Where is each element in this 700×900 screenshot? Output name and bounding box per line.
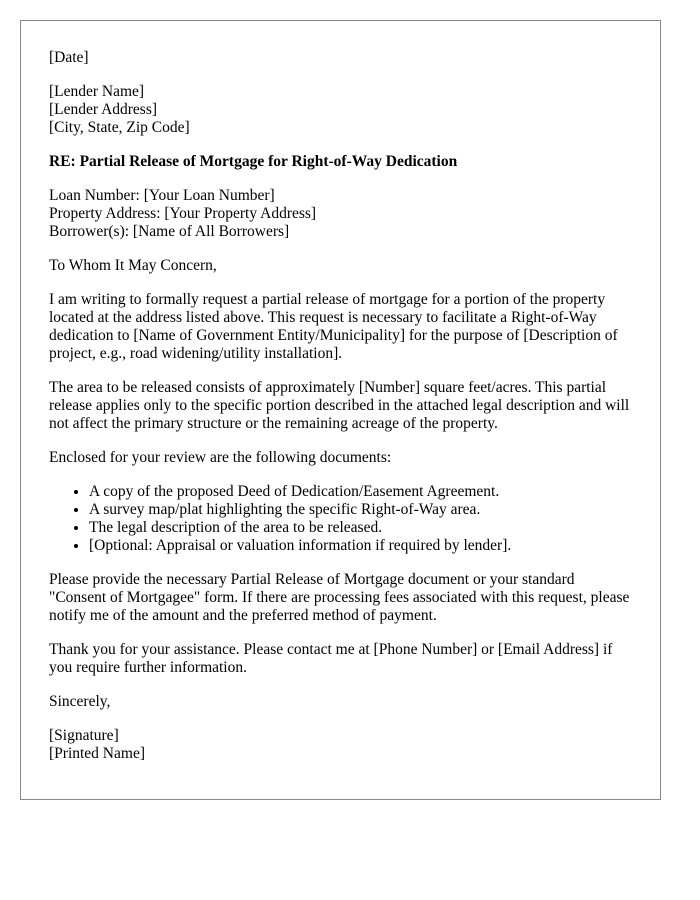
list-item: • A survey map/plat highlighting the specific Right-of-Way area. (89, 501, 632, 519)
letter (20, 20, 661, 800)
loan-details (49, 187, 632, 241)
signature: [Signature] (49, 727, 119, 744)
lender-name: [Lender Name] (49, 83, 145, 100)
body-paragraph: Enclosed for your review are the following documents: (49, 449, 392, 466)
body-paragraph: The area to be released consists of approximately [Number] square feet/acres. This partial release applies only to the specific portion described in the attached legal description and will not affect the primary structure or the remaining acreage of the property. (49, 379, 630, 432)
list-item: • A copy of the proposed Deed of Dedication/Easement Agreement. (89, 483, 632, 501)
list-item: • The legal description of the area to be released. (89, 519, 632, 537)
borrowers: Borrower(s): [Name of All Borrowers] (49, 223, 290, 240)
sign-off: Sincerely, (49, 693, 111, 710)
subject-line: RE: Partial Release of Mortgage for Right-of-Way Dedication (49, 153, 458, 170)
lender-city-state-zip: [City, State, Zip Code] (49, 119, 190, 136)
body-paragraph: I am writing to formally request a partial release of mortgage for a portion of the property located at the address listed above. This request is necessary to facilitate a Right-of-Way dedication to [Name of Government Entity/Municipality] for the purpose of [Description of project, e.g., road widening/utility installation]. (49, 291, 618, 362)
list-item: • [Optional: Appraisal or valuation information if required by lender]. (89, 537, 632, 555)
body-paragraph: Thank you for your assistance. Please contact me at [Phone Number] or [Email Address] if you require further information. (49, 641, 613, 676)
loan-number: Loan Number: [Your Loan Number] (49, 187, 275, 204)
property-address: Property Address: [Your Property Address] (49, 205, 317, 222)
date: [Date] (49, 49, 89, 66)
signature-block (49, 727, 632, 763)
salutation: To Whom It May Concern, (49, 257, 217, 274)
lender-address: [Lender Address] (49, 101, 158, 118)
enclosures-list (49, 483, 632, 555)
lender-block (49, 83, 632, 137)
printed-name: [Printed Name] (49, 745, 145, 762)
body-paragraph: Please provide the necessary Partial Release of Mortgage document or your standard "Consent of Mortgagee" form. If there are processing fees associated with this request, please notify me of the amount and the preferred method of payment. (49, 571, 630, 624)
